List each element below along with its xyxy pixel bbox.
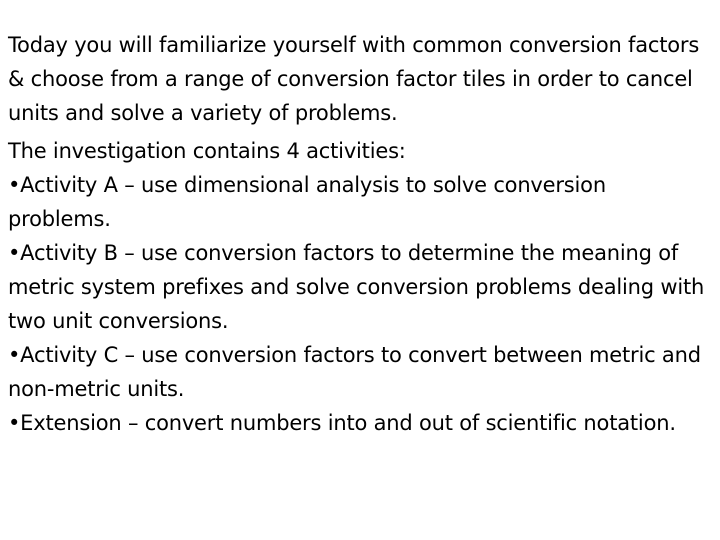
extension-item: •Extension – convert numbers into and out of scientific notation.: [8, 411, 676, 435]
activity-list: [8, 168, 710, 440]
activities-lead: The investigation contains 4 activities:: [8, 139, 406, 163]
activity-c-item: •Activity C – use conversion factors to convert between metric and non-metric units.: [8, 343, 701, 401]
activity-b-item: •Activity B – use conversion factors to determine the meaning of metric system prefixes and solve conversion problems dealing with two unit conversions.: [8, 241, 705, 333]
activity-a-item: •Activity A – use dimensional analysis to solve conversion problems.: [8, 173, 606, 231]
intro-paragraph: Today you will familiarize yourself with common conversion factors & choose from a range of conversion factor tiles in order to cancel units and solve a variety of problems.: [8, 33, 700, 125]
